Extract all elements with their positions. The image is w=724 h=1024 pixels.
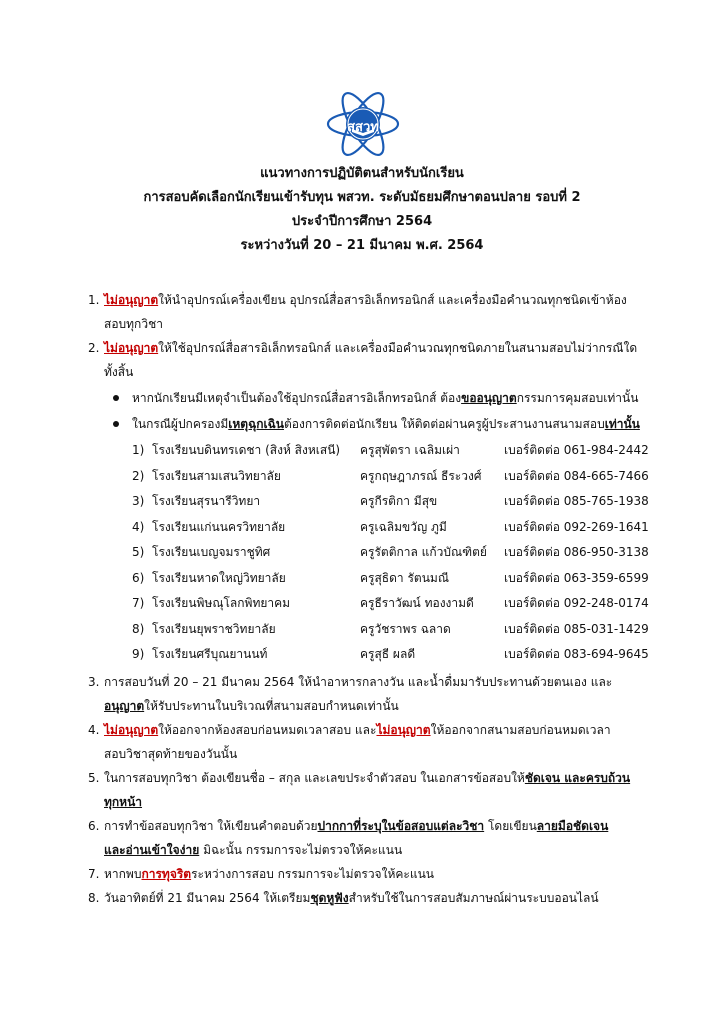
phone-number: เบอร์ติดต่อ 086-950-3138 <box>504 545 649 559</box>
teacher-name: ครูสุพัตรา เฉลิมเผ่า <box>360 443 460 457</box>
school-name: โรงเรียนบดินทรเดชา (สิงห์ สิงหเสนี) <box>152 443 341 457</box>
title-line-1: แนวทางการปฏิบัติตนสำหรับนักเรียน <box>260 166 464 181</box>
emphasis: ชุดหูฟัง <box>310 890 349 905</box>
school-name: โรงเรียนสามเสนวิทยาลัย <box>152 468 281 483</box>
contact-row: 8) โรงเรียนยุพราชวิทยาลัย ครูวัชราพร ฉลาด เบอร์ติดต่อ 085-031-1429 <box>132 617 668 643</box>
contact-row: 4) โรงเรียนแก่นนครวิทยาลัย ครูเฉลิมขวัญ ภูมี เบอร์ติดต่อ 092-269-1641 <box>132 515 668 541</box>
contact-row: 1) โรงเรียนบดินทรเดชา (สิงห์ สิงหเสนี) ครูสุพัตรา เฉลิมเผ่า เบอร์ติดต่อ 061-984-2442 <box>132 438 668 464</box>
contact-row: 5) โรงเรียนเบญจมราชูทิศ ครูรัตติกาล แก้วบัณฑิตย์ เบอร์ติดต่อ 086-950-3138 <box>132 540 668 566</box>
teacher-name: ครูกีรติกา มีสุข <box>360 494 438 508</box>
list-item-5: 5. ในการสอบทุกวิชา ต้องเขียนชื่อ – สกุล และเลขประจำตัวสอบ ในเอกสารข้อสอบให้ชัดเจน และครบถ้วน ทุกหน้า <box>88 766 668 814</box>
list-item-1 <box>88 288 668 336</box>
school-name: โรงเรียนหาดใหญ่วิทยาลัย <box>152 570 286 585</box>
item-number: 3. <box>88 674 100 689</box>
not-allowed-emphasis: ไม่อนุญาต <box>104 722 159 737</box>
item-number: 2. <box>88 341 100 355</box>
contact-row: 9) โรงเรียนศรีบุณยานนท์ ครูสุธี ผลดี เบอร์ติดต่อ 083-694-9645 <box>132 642 668 668</box>
teacher-name: ครูธีราวัฒน์ ทองงามดี <box>360 596 474 610</box>
bullet-item-1: หากนักเรียนมีเหตุจำเป็นต้องใช้อุปกรณ์สื่อสารอิเล็กทรอนิกส์ ต้องขออนุญาตกรรมการคุมสอบเท่านั้น <box>88 386 668 410</box>
item-number: 5. <box>88 770 100 785</box>
list-item-6: 6. การทำข้อสอบทุกวิชา ให้เขียนคำตอบด้วยปากกาที่ระบุในข้อสอบแต่ละวิชา โดยเขียนลายมือชัดเจน และอ่านเข้าใจง่าย มิฉะนั้น กรรมการจะไม่ตรวจให้คะแนน <box>88 814 668 862</box>
phone-number: เบอร์ติดต่อ 084-665-7466 <box>504 468 649 483</box>
coordinator-contact-list <box>132 438 668 668</box>
phone-number: เบอร์ติดต่อ 085-765-1938 <box>504 494 649 508</box>
emphasis: ชัดเจน และครบถ้วน <box>524 770 631 785</box>
item-number: 4. <box>88 722 100 737</box>
title-line-3: ประจำปีการศึกษา 2564 <box>291 214 433 229</box>
not-allowed-emphasis: ไม่อนุญาต <box>376 722 431 737</box>
item-number: 7. <box>88 866 100 881</box>
item-text: ให้นำอุปกรณ์เครื่องเขียน อุปกรณ์สื่อสารอิเล็กทรอนิกส์ และเครื่องมือคำนวณทุกชนิดเข้าห้อง <box>158 293 627 307</box>
title-line-4: ระหว่างวันที่ 20 – 21 มีนาคม พ.ศ. 2564 <box>240 238 484 253</box>
item-number: 6. <box>88 818 100 833</box>
not-allowed-emphasis: ไม่อนุญาต <box>104 293 159 307</box>
teacher-name: ครูวัชราพร ฉลาด <box>360 621 451 636</box>
emphasis: อนุญาต <box>104 698 145 713</box>
item-text: ทั้งสิ้น <box>104 365 134 379</box>
phone-number: เบอร์ติดต่อ 061-984-2442 <box>504 443 649 457</box>
logo-text: สสวท <box>347 120 379 135</box>
not-allowed-emphasis: ไม่อนุญาต <box>104 341 159 355</box>
phone-number: เบอร์ติดต่อ 085-031-1429 <box>504 621 649 636</box>
teacher-name: ครูเฉลิมขวัญ ภูมี <box>360 519 447 534</box>
teacher-name: ครูสุธี ผลดี <box>360 647 416 661</box>
emphasis: และอ่านเข้าใจง่าย <box>104 842 200 857</box>
contact-row: 3) โรงเรียนสุรนารีวิทยา ครูกีรติกา มีสุข เบอร์ติดต่อ 085-765-1938 <box>132 489 668 515</box>
school-name: โรงเรียนศรีบุณยานนท์ <box>152 647 268 661</box>
emphasis: ทุกหน้า <box>104 794 143 809</box>
school-name: โรงเรียนยุพราชวิทยาลัย <box>152 621 276 636</box>
item-text: สอบทุกวิชา <box>104 317 163 331</box>
emphasis: ขออนุญาต <box>461 391 517 405</box>
emphasis: เหตุฉุกเฉิน <box>228 417 285 431</box>
item-number: 1. <box>88 293 100 307</box>
bullet-icon <box>113 421 119 427</box>
phone-number: เบอร์ติดต่อ 063-359-6599 <box>504 570 649 585</box>
contact-row: 2) โรงเรียนสามเสนวิทยาลัย ครูกฤษฎาภรณ์ ธีระวงศ์ เบอร์ติดต่อ 084-665-7466 <box>132 464 668 490</box>
emphasis: ปากกาที่ระบุในข้อสอบแต่ละวิชา <box>317 818 485 833</box>
guidelines-list <box>88 288 668 910</box>
bullet-item-2: ในกรณีผู้ปกครองมีเหตุฉุกเฉินต้องการติดต่อนักเรียน ให้ติดต่อผ่านครูผู้ประสานงานสนามสอบเท่านั้น <box>88 412 668 436</box>
item-number: 8. <box>88 890 100 905</box>
emphasis: เท่านั้น <box>604 417 640 431</box>
phone-number: เบอร์ติดต่อ 092-248-0174 <box>504 596 649 610</box>
school-name: โรงเรียนแก่นนครวิทยาลัย <box>152 519 286 534</box>
teacher-name: ครูสุธิดา รัตนมณี <box>360 570 449 585</box>
list-item-7: 7. หากพบการทุจริตระหว่างการสอบ กรรมการจะไม่ตรวจให้คะแนน <box>88 862 668 886</box>
list-item-8: 8. วันอาทิตย์ที่ 21 มีนาคม 2564 ให้เตรียมชุดหูฟังสำหรับใช้ในการสอบสัมภาษณ์ผ่านระบบออนไลน์ <box>88 886 668 910</box>
item-text: ให้ใช้อุปกรณ์สื่อสารอิเล็กทรอนิกส์ และเครื่องมือคำนวณทุกชนิดภายในสนามสอบไม่ว่ากรณีใด <box>158 341 638 355</box>
list-item-3: 3. การสอบวันที่ 20 – 21 มีนาคม 2564 ให้นำอาหารกลางวัน และน้ำดื่มมารับประทานด้วยตนเอง และ อนุญาตให้รับประทานในบริเวณที่สนามสอบกำหนดเท่านั้น <box>88 670 668 718</box>
title-line-2: การสอบคัดเลือกนักเรียนเข้ารับทุน พสวท. ระดับมัธยมศึกษาตอนปลาย รอบที่ 2 <box>143 190 581 205</box>
school-name: โรงเรียนเบญจมราชูทิศ <box>152 545 271 559</box>
contact-row: 7) โรงเรียนพิษณุโลกพิทยาคม ครูธีราวัฒน์ ทองงามดี เบอร์ติดต่อ 092-248-0174 <box>132 591 668 617</box>
list-item-4: 4. ไม่อนุญาตให้ออกจากห้องสอบก่อนหมดเวลาสอบ และไม่อนุญาตให้ออกจากสนามสอบก่อนหมดเวลา สอบวิชาสุดท้ายของวันนั้น <box>88 718 668 766</box>
phone-number: เบอร์ติดต่อ 092-269-1641 <box>504 519 649 534</box>
school-name: โรงเรียนพิษณุโลกพิทยาคม <box>152 596 291 610</box>
school-name: โรงเรียนสุรนารีวิทยา <box>152 494 261 508</box>
teacher-name: ครูรัตติกาล แก้วบัณฑิตย์ <box>360 545 487 559</box>
cheating-emphasis: การทุจริต <box>141 866 192 881</box>
document-title-block <box>0 162 724 258</box>
ipst-logo <box>325 86 401 162</box>
bullet-icon <box>113 395 119 401</box>
list-item-2 <box>88 336 668 384</box>
phone-number: เบอร์ติดต่อ 083-694-9645 <box>504 647 649 661</box>
teacher-name: ครูกฤษฎาภรณ์ ธีระวงศ์ <box>360 468 482 483</box>
contact-row: 6) โรงเรียนหาดใหญ่วิทยาลัย ครูสุธิดา รัตนมณี เบอร์ติดต่อ 063-359-6599 <box>132 566 668 592</box>
emphasis: ลายมือชัดเจน <box>536 818 609 833</box>
